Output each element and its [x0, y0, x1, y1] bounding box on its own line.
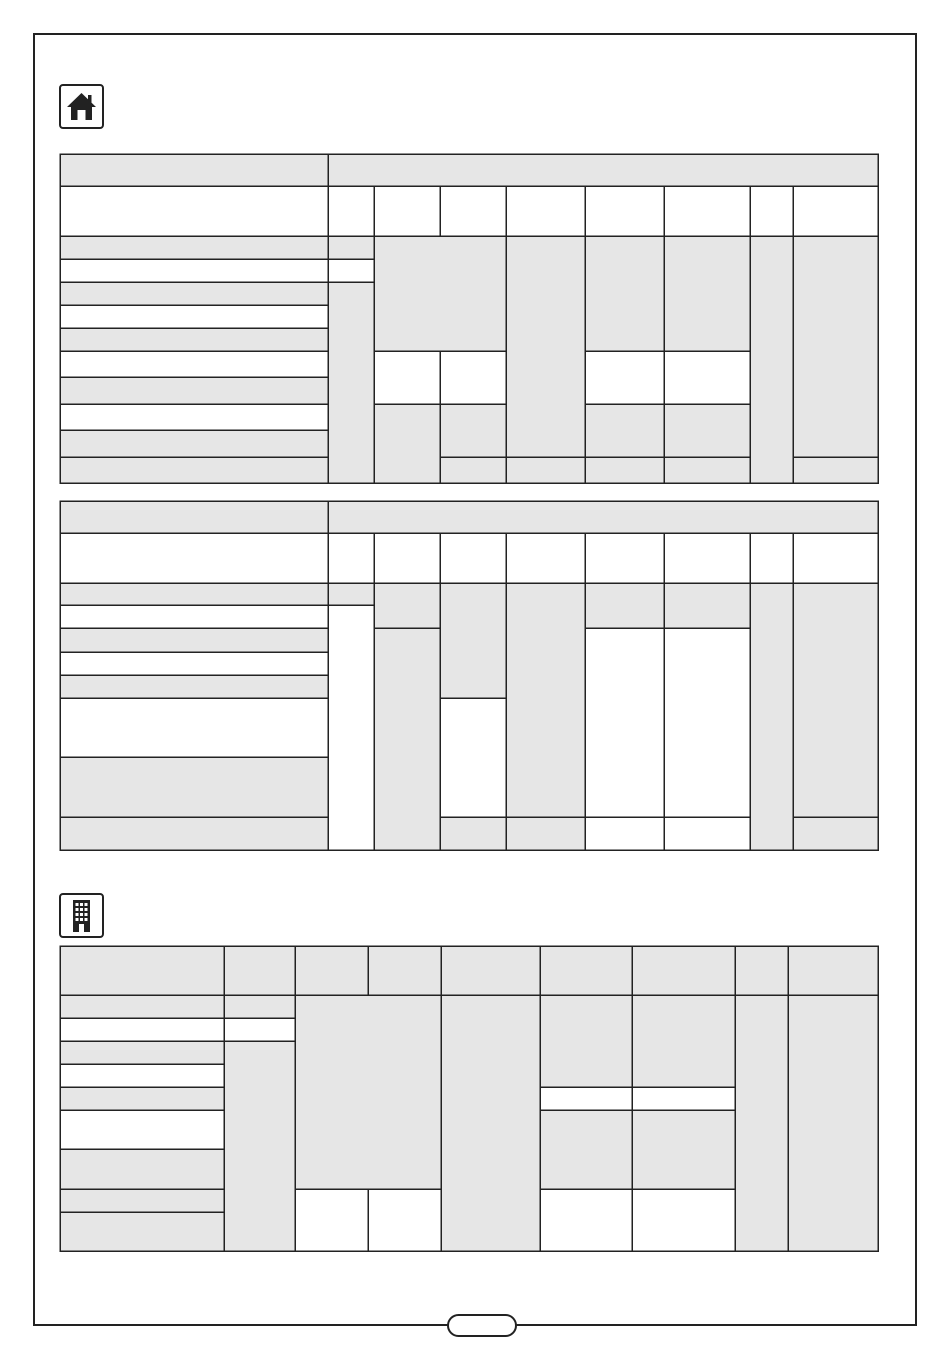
page-number	[447, 1314, 517, 1337]
